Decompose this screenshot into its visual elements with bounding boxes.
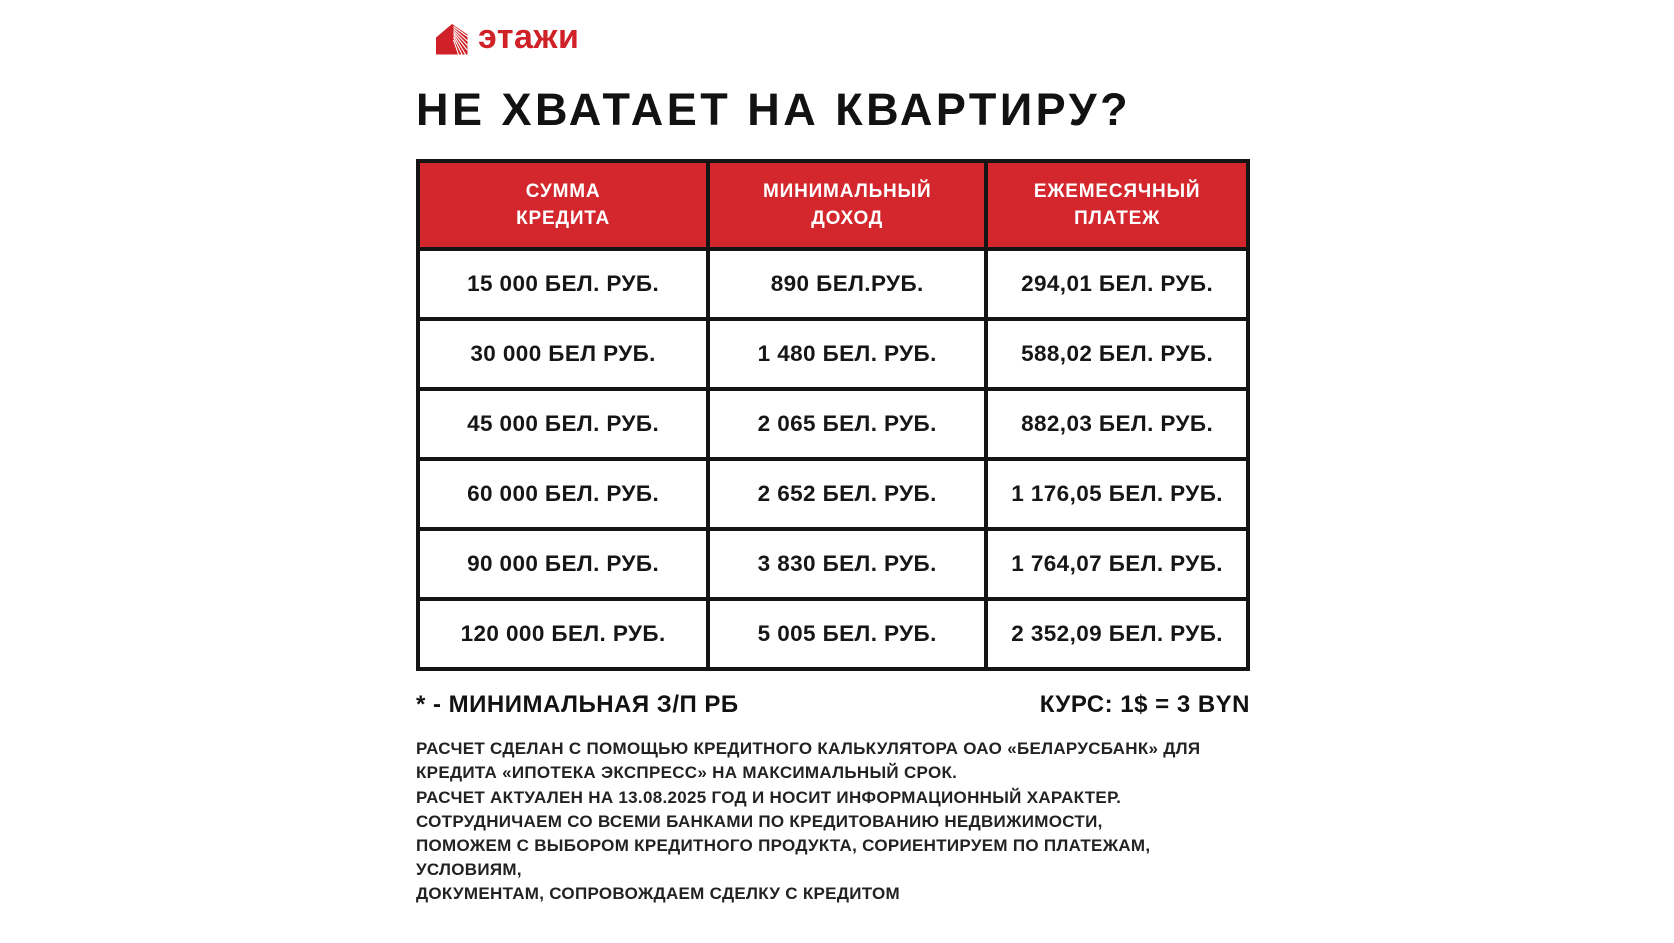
disclaimer-line: РАСЧЕТ СДЕЛАН С ПОМОЩЬЮ КРЕДИТНОГО КАЛЬКУЛЯТОРА ОАО «БЕЛАРУСБАНК» ДЛЯ [416, 739, 1201, 759]
table-cell-credit-sum: 90 000 БЕЛ. РУБ. [418, 529, 708, 599]
table-cell-monthly-payment: 588,02 БЕЛ. РУБ. [986, 319, 1248, 389]
table-row [418, 459, 1248, 529]
disclaimer-line: ДОКУМЕНТАМ, СОПРОВОЖДАЕМ СДЕЛКУ С КРЕДИТОМ [416, 884, 901, 903]
header-line: КРЕДИТА [516, 208, 611, 230]
header-line: ЕЖЕМЕСЯЧНЫЙ [1033, 180, 1201, 202]
footnote-row [416, 691, 1250, 719]
header-line: СУММА [525, 180, 601, 202]
table-row [418, 389, 1248, 459]
disclaimer-line: РАСЧЕТ АКТУАЛЕН НА 13.08.2025 ГОД И НОСИТ ИНФОРМАЦИОННЫЙ ХАРАКТЕР. [416, 787, 1122, 807]
page-title: НЕ ХВАТАЕТ НА КВАРТИРУ? [416, 84, 1132, 135]
table-cell-monthly-payment: 1 764,07 БЕЛ. РУБ. [986, 529, 1248, 599]
footnote-exchange-rate: КУРС: 1$ = 3 BYN [1039, 691, 1250, 719]
footnote-min-salary: * - МИНИМАЛЬНАЯ З/П РБ [416, 691, 739, 719]
table-row [418, 319, 1248, 389]
table-cell-min-income: 2 652 БЕЛ. РУБ. [708, 459, 986, 529]
content-column [416, 20, 1250, 906]
table-row [418, 529, 1248, 599]
logo [436, 20, 1250, 58]
table-cell-credit-sum: 15 000 БЕЛ. РУБ. [418, 249, 708, 319]
house-icon [436, 24, 469, 55]
table-cell-min-income: 2 065 БЕЛ. РУБ. [708, 389, 986, 459]
table-cell-monthly-payment: 2 352,09 БЕЛ. РУБ. [986, 599, 1248, 669]
table-cell-min-income: 5 005 БЕЛ. РУБ. [708, 599, 986, 669]
header-line: МИНИМАЛЬНЫЙ [763, 180, 932, 202]
table-cell-min-income: 3 830 БЕЛ. РУБ. [708, 529, 986, 599]
table-cell-credit-sum: 45 000 БЕЛ. РУБ. [418, 389, 708, 459]
header-line: ДОХОД [811, 208, 884, 230]
table-header-monthly-payment [986, 161, 1248, 249]
table-cell-credit-sum: 30 000 БЕЛ РУБ. [418, 319, 708, 389]
table-cell-min-income: 1 480 БЕЛ. РУБ. [708, 319, 986, 389]
credit-table [416, 159, 1250, 671]
table-row [418, 599, 1248, 669]
table-cell-monthly-payment: 1 176,05 БЕЛ. РУБ. [986, 459, 1248, 529]
table-header-row [418, 161, 1248, 249]
disclaimer-line: КРЕДИТА «ИПОТЕКА ЭКСПРЕСС» НА МАКСИМАЛЬНЫЙ СРОК. [416, 763, 958, 783]
disclaimer [416, 737, 1250, 906]
header-line: ПЛАТЕЖ [1074, 208, 1161, 230]
table-cell-credit-sum: 60 000 БЕЛ. РУБ. [418, 459, 708, 529]
disclaimer-line: УСЛОВИЯМ, [416, 859, 522, 879]
table-row [418, 249, 1248, 319]
logo-text: этажи [478, 18, 580, 56]
table-cell-monthly-payment: 882,03 БЕЛ. РУБ. [986, 389, 1248, 459]
table-cell-monthly-payment: 294,01 БЕЛ. РУБ. [986, 249, 1248, 319]
disclaimer-line: ПОМОЖЕМ С ВЫБОРОМ КРЕДИТНОГО ПРОДУКТА, СОРИЕНТИРУЕМ ПО ПЛАТЕЖАМ, [416, 835, 1151, 855]
table-header-credit-sum [418, 161, 708, 249]
table-cell-min-income: 890 БЕЛ.РУБ. [708, 249, 986, 319]
disclaimer-line: СОТРУДНИЧАЕМ СО ВСЕМИ БАНКАМИ ПО КРЕДИТОВАНИЮ НЕДВИЖИМОСТИ, [416, 811, 1103, 831]
table-cell-credit-sum: 120 000 БЕЛ. РУБ. [418, 599, 708, 669]
table-header-min-income [708, 161, 986, 249]
